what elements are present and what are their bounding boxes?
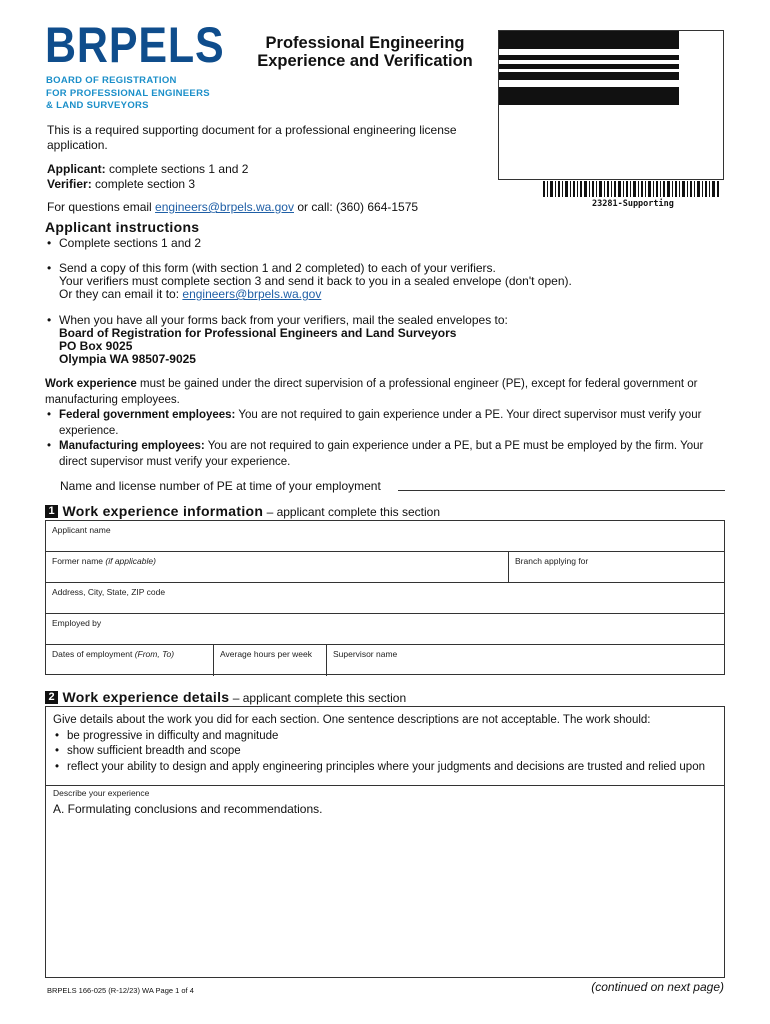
address-row — [46, 583, 724, 614]
instructions-heading: Applicant instructions — [45, 219, 200, 235]
verifier-note-text: complete section 3 — [91, 177, 196, 191]
instruction-item — [45, 314, 725, 366]
work-experience-note — [45, 377, 730, 470]
manufacturing-employees-label: Manufacturing employees: — [59, 440, 205, 452]
stamp-bar-2 — [499, 55, 679, 60]
instructions-list-3 — [45, 314, 725, 366]
office-use-box — [498, 30, 724, 180]
instruction-text: • When you have all your forms back from your verifiers, mail the sealed envelopes to: — [59, 313, 508, 327]
avg-hours-field[interactable] — [213, 645, 326, 676]
form-id: BRPELS 166-025 (R-12/23) WA Page 1 of 4 — [47, 986, 194, 995]
section-1-subtitle: – applicant complete this section — [263, 505, 440, 519]
former-name-label: Former name — [52, 556, 106, 566]
criteria-item — [53, 744, 718, 760]
address-label: Address, City, State, ZIP code — [52, 587, 166, 597]
address-field[interactable] — [46, 583, 724, 613]
criteria-item — [53, 760, 718, 776]
instruction-text: Complete sections 1 and 2 — [59, 236, 202, 250]
section-2-title: Work experience details — [62, 689, 230, 705]
former-name-field[interactable] — [46, 552, 508, 582]
brpels-logo: BRPELS — [45, 17, 225, 73]
instruction-text — [59, 288, 725, 301]
work-experience-text: must be gained under the direct supervision of a professional engineer (PE), except for federal government or manufacturing employees. — [45, 378, 698, 406]
federal-employees-item — [45, 408, 730, 439]
dates-label: Dates of employment — [52, 649, 135, 659]
dates-field[interactable] — [46, 645, 213, 676]
manufacturing-employees-item — [45, 439, 730, 470]
instruction-text-prefix: Or they can email it to: — [59, 287, 183, 301]
stamp-bar-4 — [499, 72, 679, 80]
criteria-text: show sufficient breadth and scope — [67, 745, 241, 757]
required-notice: This is a required supporting document for a professional engineering license application. — [47, 123, 457, 152]
form-title-line-1: Professional Engineering — [265, 34, 465, 52]
section-2-subtitle: – applicant complete this section — [229, 691, 407, 705]
section-1-header — [45, 503, 440, 521]
describe-experience-label: Describe your experience — [53, 788, 150, 798]
criteria-text: be progressive in difficulty and magnitude — [67, 729, 279, 742]
continued-note: (continued on next page) — [591, 980, 724, 994]
instructions-list — [45, 236, 725, 251]
questions-prefix: For questions email — [47, 200, 156, 214]
pe-name-input-line[interactable] — [398, 489, 725, 491]
employed-by-label: Employed by — [52, 618, 102, 628]
applicant-note-text: complete sections 1 and 2 — [105, 162, 249, 176]
criteria-text: reflect your ability to design and apply engineering principles where your judgments and decisions are trusted and relied upon — [67, 760, 705, 773]
applicant-note — [47, 162, 248, 177]
supervisor-field[interactable] — [326, 645, 724, 676]
section-2-intro: Give details about the work you did for each section. One sentence descriptions are not acceptable. The work should: — [53, 714, 651, 726]
applicant-name-field[interactable] — [46, 521, 724, 551]
section-1-number: 1 — [45, 505, 58, 518]
describe-experience-field[interactable] — [46, 786, 724, 976]
supervisor-label: Supervisor name — [333, 649, 398, 659]
verifier-note — [47, 177, 195, 192]
former-name-row — [46, 552, 724, 583]
instruction-text: Your verifiers must complete section 3 and send it back to you in a sealed envelope (don't open). — [59, 274, 572, 288]
work-experience-list — [45, 408, 730, 470]
applicant-name-row — [46, 521, 724, 552]
instruction-item — [45, 262, 725, 301]
work-experience-label: Work experience — [45, 378, 137, 390]
section-2-criteria — [53, 729, 718, 776]
logo-subtitle-line-2: FOR PROFESSIONAL ENGINEERS — [46, 87, 210, 99]
federal-employees-text: You are not required to gain experience under a PE. Your direct supervisor must verify your experience. — [59, 409, 702, 437]
barcode-text: 23281-Supporting — [592, 199, 674, 209]
mailing-address-line-1: Board of Registration for Professional Engineers and Land Surveyors — [59, 326, 457, 340]
former-name-note: (if applicable) — [105, 556, 156, 566]
applicant-note-label: Applicant: — [47, 162, 106, 176]
branch-label: Branch applying for — [515, 556, 589, 566]
experience-item-a: A. Formulating conclusions and recommendations. — [53, 802, 323, 816]
section-2-instructions — [46, 707, 724, 786]
barcode — [543, 181, 719, 197]
section-2-number: 2 — [45, 691, 58, 704]
stamp-bar-1 — [499, 31, 679, 49]
dates-row — [46, 645, 724, 676]
form-title-line-2: Experience and Verification — [257, 52, 473, 70]
dates-note: (From, To) — [134, 649, 175, 659]
section-1-form — [45, 520, 725, 675]
questions-line — [47, 200, 418, 215]
logo-subtitle-line-3: & LAND SURVEYORS — [46, 100, 149, 111]
section-1-title: Work experience information — [62, 503, 264, 519]
avg-hours-label: Average hours per week — [220, 649, 312, 659]
contact-email-link[interactable]: engineers@brpels.wa.gov — [155, 200, 294, 214]
pe-name-label: Name and license number of PE at time of your employment — [60, 479, 381, 493]
applicant-name-label: Applicant name — [52, 525, 111, 535]
verifier-email-link[interactable]: engineers@brpels.wa.gov — [182, 287, 322, 301]
stamp-bar-5 — [499, 87, 679, 105]
instructions-list-2 — [45, 262, 725, 301]
logo-subtitle — [46, 75, 210, 113]
employed-by-field[interactable] — [46, 614, 724, 644]
employed-by-row — [46, 614, 724, 645]
section-2-header — [45, 689, 406, 707]
instruction-text: • Send a copy of this form (with section 1 and 2 completed) to each of your verifiers. — [59, 261, 496, 275]
federal-employees-label: Federal government employees: — [59, 409, 236, 421]
criteria-item — [53, 729, 718, 745]
verifier-note-label: Verifier: — [47, 177, 92, 191]
form-title — [240, 34, 490, 70]
mailing-address-line-2: PO Box 9025 — [59, 339, 133, 353]
stamp-bar-3 — [499, 64, 679, 69]
instruction-item — [45, 236, 725, 251]
logo-subtitle-line-1: BOARD OF REGISTRATION — [46, 75, 177, 86]
questions-suffix: or call: (360) 664-1575 — [293, 200, 419, 214]
branch-field[interactable] — [508, 552, 724, 582]
mailing-address-line-3: Olympia WA 98507-9025 — [59, 352, 196, 366]
manufacturing-employees-text: You are not required to gain experience under a PE, but a PE must be employed by the firm. Your direct supervisor must verify your experience. — [59, 440, 704, 468]
section-2-box — [45, 706, 725, 978]
